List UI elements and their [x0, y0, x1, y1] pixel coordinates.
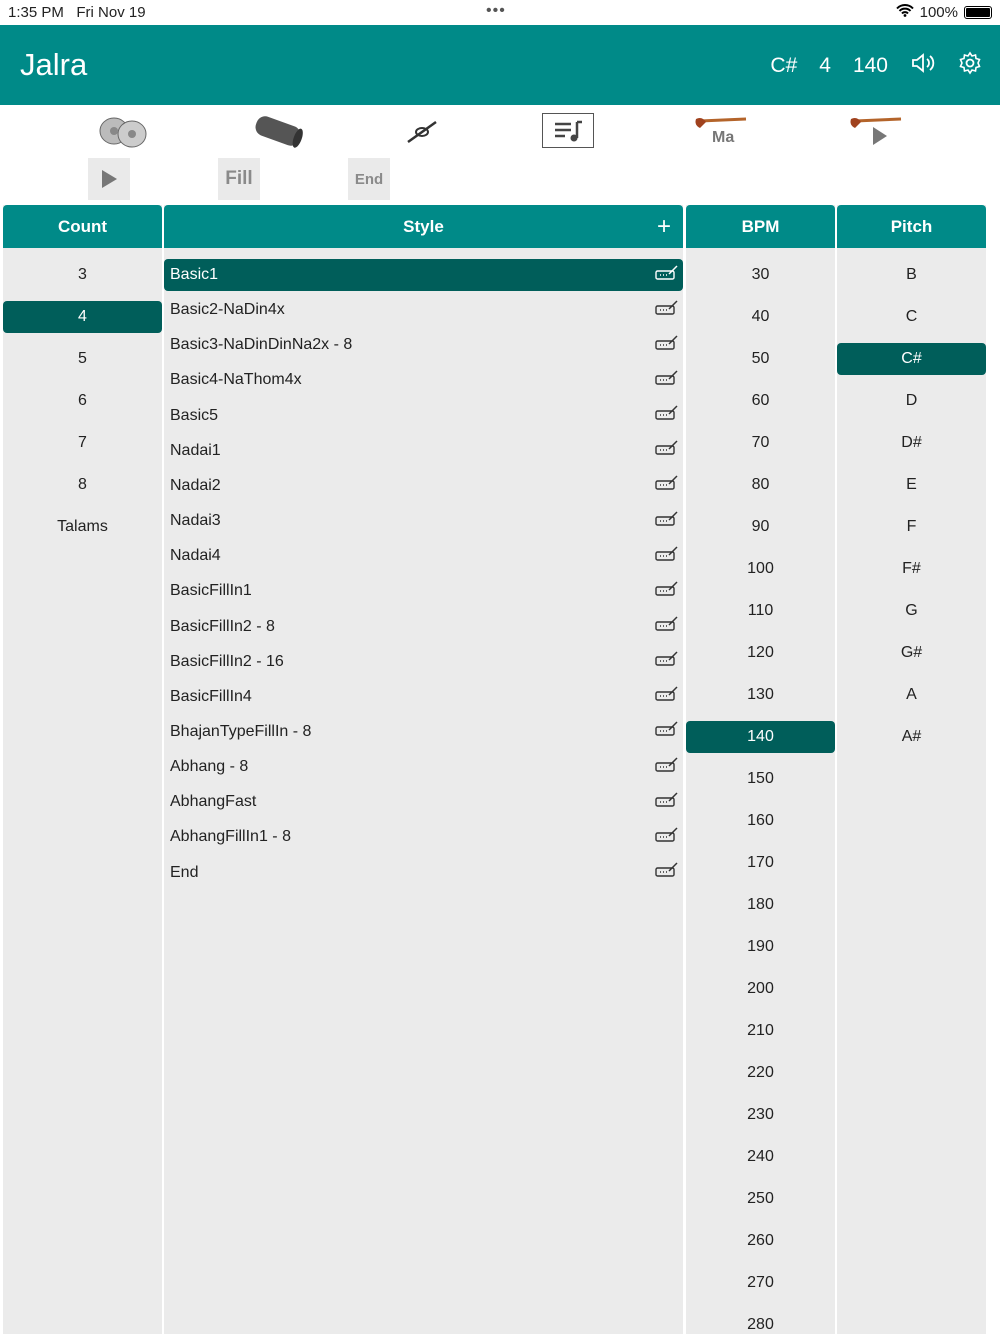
count-display[interactable]: 4	[819, 54, 831, 77]
edit-style-icon[interactable]	[655, 405, 679, 426]
style-item[interactable]	[164, 259, 683, 291]
edit-style-icon[interactable]	[655, 792, 679, 813]
pitch-item[interactable]	[837, 259, 986, 291]
bpm-item[interactable]	[686, 1015, 835, 1047]
style-item[interactable]	[164, 821, 683, 853]
pitch-item[interactable]	[837, 469, 986, 501]
mridangam-icon[interactable]	[250, 112, 306, 150]
bpm-item[interactable]	[686, 595, 835, 627]
bpm-item-label: 30	[751, 266, 770, 283]
time: 1:35 PM	[8, 4, 64, 21]
pitch-item-label: D#	[901, 434, 922, 451]
end-button[interactable]: End	[348, 158, 390, 200]
style-item-label: AbhangFillIn1 - 8	[170, 828, 291, 846]
battery-icon	[964, 6, 992, 19]
count-item[interactable]	[3, 385, 162, 417]
edit-style-icon[interactable]	[655, 546, 679, 567]
bpm-item[interactable]	[686, 1141, 835, 1173]
style-item[interactable]	[164, 716, 683, 748]
pitch-item-label: C#	[901, 350, 922, 367]
pitch-item-label: A#	[901, 728, 922, 745]
style-header	[164, 205, 683, 248]
ma-label: Ma	[712, 129, 735, 146]
style-item-label: Nadai2	[170, 476, 221, 494]
bpm-item[interactable]	[686, 553, 835, 585]
style-item[interactable]	[164, 646, 683, 678]
style-item-label: Nadai4	[170, 547, 221, 565]
style-item[interactable]	[164, 329, 683, 361]
morsing-icon[interactable]	[400, 112, 444, 150]
pitch-item-label: A	[906, 686, 917, 703]
multitask-dots-icon[interactable]: •••	[486, 2, 506, 19]
bpm-item-label: 100	[747, 560, 774, 577]
bpm-item[interactable]	[686, 973, 835, 1005]
bpm-header: BPM	[686, 205, 835, 248]
style-item-label: BasicFillIn2 - 8	[170, 617, 275, 635]
count-column	[3, 205, 162, 1334]
bpm-item[interactable]	[686, 259, 835, 291]
count-item-label: 4	[78, 308, 87, 325]
style-item[interactable]	[164, 294, 683, 326]
pitch-item-label: F	[906, 518, 917, 535]
count-item[interactable]	[3, 259, 162, 291]
bpm-column[interactable]	[686, 205, 835, 1334]
pitch-item[interactable]	[837, 427, 986, 459]
count-item-label: 8	[78, 476, 87, 493]
pitch-header: Pitch	[837, 205, 986, 248]
pitch-item[interactable]	[837, 595, 986, 627]
style-item-label: Abhang - 8	[170, 758, 249, 776]
pitch-item[interactable]	[837, 637, 986, 669]
style-item[interactable]	[164, 435, 683, 467]
bpm-item[interactable]	[686, 511, 835, 543]
edit-style-icon[interactable]	[655, 300, 679, 321]
bpm-item-label: 80	[751, 476, 770, 493]
style-item-label: Basic3-NaDinDinNa2x - 8	[170, 336, 353, 354]
style-item-label: Basic1	[170, 266, 219, 283]
edit-style-icon[interactable]	[655, 335, 679, 356]
bpm-item[interactable]	[686, 637, 835, 669]
bpm-item-label: 110	[747, 602, 774, 619]
bpm-item[interactable]	[686, 343, 835, 375]
bpm-item-label: 230	[747, 1106, 774, 1123]
status-bar	[0, 0, 1000, 25]
count-item-label: 7	[78, 434, 87, 451]
app-bar	[0, 25, 1000, 105]
bpm-item-label: 220	[747, 1064, 774, 1081]
edit-style-icon[interactable]	[655, 370, 679, 391]
edit-style-icon[interactable]	[655, 440, 679, 461]
bpm-item-label: 40	[751, 308, 770, 325]
bpm-item-label: 270	[747, 1274, 774, 1291]
style-item[interactable]	[164, 751, 683, 783]
bpm-item-label: 160	[747, 812, 774, 829]
style-item-label: BasicFillIn1	[170, 582, 252, 600]
bpm-item-label: 240	[747, 1148, 774, 1165]
bpm-item-label: 130	[747, 686, 774, 703]
tanpura-play-icon[interactable]	[847, 112, 905, 150]
style-item[interactable]	[164, 400, 683, 432]
style-column	[164, 205, 683, 1334]
bpm-item[interactable]	[686, 679, 835, 711]
add-style-plus-icon[interactable]: +	[656, 213, 671, 240]
style-item-label: AbhangFast	[170, 793, 257, 811]
playlist-music-icon[interactable]	[542, 113, 594, 148]
style-item[interactable]	[164, 575, 683, 607]
edit-style-icon[interactable]	[655, 581, 679, 602]
count-item-label: 6	[78, 392, 87, 409]
style-item-label: BhajanTypeFillIn - 8	[170, 722, 312, 740]
count-item[interactable]	[3, 301, 162, 333]
bpm-item-label: 190	[747, 938, 774, 955]
bpm-item[interactable]	[686, 1225, 835, 1257]
pitch-item-label: E	[906, 476, 917, 493]
bpm-item-label: 50	[751, 350, 770, 367]
bpm-item[interactable]	[686, 427, 835, 459]
style-item-label: Basic4-NaThom4x	[170, 371, 302, 389]
bpm-item-label: 90	[751, 518, 770, 535]
bpm-item[interactable]	[686, 1099, 835, 1131]
bpm-item-label: 210	[747, 1022, 774, 1039]
bpm-item[interactable]	[686, 847, 835, 879]
style-item[interactable]	[164, 364, 683, 396]
style-item-label: Nadai3	[170, 512, 221, 530]
pitch-item-label: G#	[900, 644, 923, 661]
pitch-item-label: F#	[902, 560, 921, 577]
bpm-item-label: 70	[751, 434, 770, 451]
bpm-item[interactable]	[686, 1183, 835, 1215]
play-button[interactable]	[88, 158, 130, 200]
bpm-item-label: 60	[751, 392, 770, 409]
bpm-item[interactable]	[686, 889, 835, 921]
pitch-item-label: G	[905, 602, 918, 619]
bpm-item[interactable]	[686, 385, 835, 417]
wifi-icon	[896, 4, 914, 21]
cymbals-icon[interactable]	[95, 112, 151, 150]
bpm-item[interactable]	[686, 763, 835, 795]
style-item-label: BasicFillIn2 - 16	[170, 652, 284, 670]
count-item-label: Talams	[57, 518, 108, 535]
style-item[interactable]	[164, 611, 683, 643]
count-item[interactable]	[3, 343, 162, 375]
style-item-label: BasicFillIn4	[170, 687, 252, 705]
count-item-label: 3	[78, 266, 87, 283]
bpm-item-label: 280	[747, 1316, 774, 1333]
count-item[interactable]	[3, 511, 162, 543]
bpm-item[interactable]	[686, 1057, 835, 1089]
count-header: Count	[3, 205, 162, 248]
pitch-item[interactable]	[837, 679, 986, 711]
bpm-item-label: 120	[747, 644, 774, 661]
pitch-display[interactable]: C#	[770, 54, 798, 77]
edit-style-icon[interactable]	[655, 827, 679, 848]
edit-style-icon[interactable]	[655, 757, 679, 778]
bpm-item-label: 180	[747, 896, 774, 913]
pitch-item[interactable]	[837, 343, 986, 375]
bpm-item[interactable]	[686, 721, 835, 753]
fill-button[interactable]: Fill	[218, 158, 260, 200]
style-item[interactable]	[164, 505, 683, 537]
edit-style-icon[interactable]	[655, 511, 679, 532]
date: Fri Nov 19	[76, 4, 146, 21]
bpm-item-label: 140	[747, 728, 774, 745]
style-item[interactable]	[164, 470, 683, 502]
count-item[interactable]	[3, 469, 162, 501]
style-header-label: Style	[403, 216, 444, 236]
edit-style-icon[interactable]	[655, 265, 679, 286]
pitch-item-label: B	[906, 266, 917, 283]
bpm-item[interactable]	[686, 1309, 835, 1334]
edit-style-icon[interactable]	[655, 686, 679, 707]
app-title: Jalra	[20, 47, 88, 82]
bpm-item-label: 200	[747, 980, 774, 997]
style-item-label: Basic2-NaDin4x	[170, 301, 285, 319]
bpm-display[interactable]: 140	[852, 54, 888, 77]
bpm-item-label: 250	[747, 1190, 774, 1207]
settings-gear-icon[interactable]	[958, 51, 982, 81]
tanpura-ma-icon[interactable]	[692, 112, 750, 150]
pitch-item[interactable]	[837, 301, 986, 333]
style-item-label: End	[170, 863, 199, 881]
bpm-item-label: 170	[747, 854, 774, 871]
style-item[interactable]	[164, 681, 683, 713]
style-item[interactable]	[164, 540, 683, 572]
bpm-item[interactable]	[686, 1267, 835, 1299]
pitch-item-label: C	[905, 308, 918, 325]
pitch-item[interactable]	[837, 721, 986, 753]
style-item[interactable]	[164, 857, 683, 889]
edit-style-icon[interactable]	[655, 616, 679, 637]
bpm-item-label: 260	[747, 1232, 774, 1249]
battery-percent: 100%	[919, 4, 958, 21]
pitch-item[interactable]	[837, 385, 986, 417]
count-item[interactable]	[3, 427, 162, 459]
count-item-label: 5	[78, 350, 87, 367]
pitch-item[interactable]	[837, 553, 986, 585]
style-item-label: Basic5	[170, 406, 219, 424]
bpm-item[interactable]	[686, 805, 835, 837]
pitch-item-label: D	[905, 392, 918, 409]
bpm-item[interactable]	[686, 301, 835, 333]
edit-style-icon[interactable]	[655, 862, 679, 883]
pitch-item[interactable]	[837, 511, 986, 543]
edit-style-icon[interactable]	[655, 475, 679, 496]
style-item-label: Nadai1	[170, 441, 221, 459]
volume-icon[interactable]	[910, 52, 936, 80]
bpm-item-label: 150	[747, 770, 774, 787]
bpm-item[interactable]	[686, 931, 835, 963]
bpm-item[interactable]	[686, 469, 835, 501]
pitch-column[interactable]	[837, 205, 986, 1334]
style-item[interactable]	[164, 786, 683, 818]
edit-style-icon[interactable]	[655, 721, 679, 742]
edit-style-icon[interactable]	[655, 651, 679, 672]
